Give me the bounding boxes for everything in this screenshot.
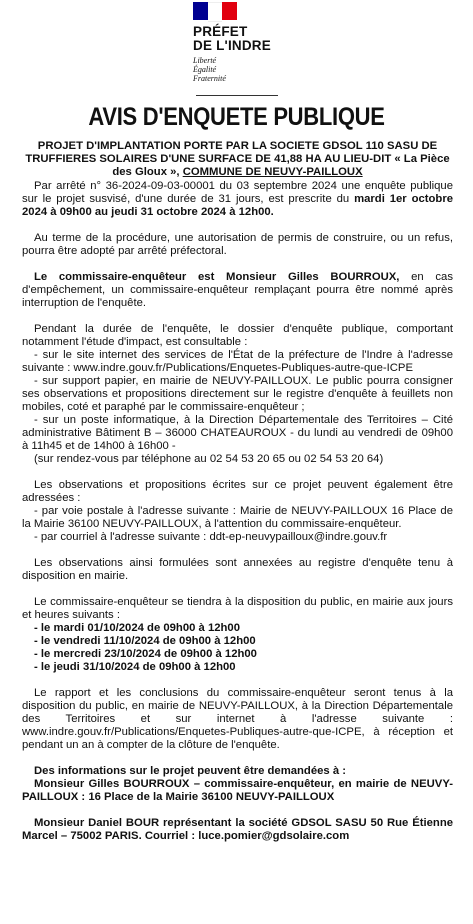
commissaire-paragraph: Le commissaire-enquêteur est Monsieur Gilles BOURROUX, en cas d'empêchement, un commissaire-enquêteur remplaçant pourra être nommé après interruption de l'enquête. xyxy=(22,271,453,309)
contact-section: Des informations sur le projet peuvent être demandées à : Monsieur Gilles BOURROUX – commissaire-enquêteur, en mairie de NEUVY-PAILLOUX : 16 Place de la Mairie 36100 NEUVY-PAILLOUX Monsieur Daniel BOUR représentant la société GDSOL SASU 50 Rue Étienne Marcel – 75002 PARIS. Courriel : luce.pomier@gdsolaire.com xyxy=(22,765,453,842)
devise: Liberté Égalité Fraternité xyxy=(193,56,226,83)
observations-section: Les observations et propositions écrites sur ce projet peuvent également être adressées : - par voie postale à l'adresse suivante : Mairie de NEUVY-PAILLOUX 16 Place de la Mairie 36100 NEUVY-PAILLOUX, à l'attention du commissaire-enquêteur. - par courriel à l'adresse suivante : ddt-ep-neuvypailloux@indre.gouv.fr xyxy=(22,479,453,543)
project-heading: PROJET D'IMPLANTATION PORTE PAR LA SOCIETE GDSOL 110 SASU DE TRUFFIERES SOLAIRES D'UNE SURFACE DE 41,88 HA AU LIEU-DIT « La Pièce des Gloux », COMMUNE DE NEUVY-PAILLOUX xyxy=(25,140,450,178)
consultation-section: Pendant la durée de l'enquête, le dossier d'enquête publique, comportant notamment l'étude d'impact, est consultable : - sur le site internet des services de l'État de la préfecture de l'Indre à l'adresse suivante : www.indre.gouv.fr/Publications/Enquetes-Publiques-autre-que-ICPE - sur support papier, en mairie de NEUVY-PAILLOUX. Le public pourra consigner ses observations et propositions directement sur le registre d'enquête à feuillets non mobiles, coté et paraphé par le commissaire-enquêteur ; - sur un poste informatique, à la Direction Départementale des Territoires – Cité administrative Bâtiment B – 36000 CHATEAUROUX - du lundi au vendredi de 09h00 à 11h45 et de 14h00 à 16h00 - (sur rendez-vous par téléphone au 02 54 53 20 65 ou 02 54 53 20 64) xyxy=(22,323,453,465)
prefecture-logo xyxy=(193,2,293,83)
permanences-section: Le commissaire-enquêteur se tiendra à la disposition du public, en mairie aux jours et heures suivants : - le mardi 01/10/2024 de 09h00 à 12h00 - le vendredi 11/10/2024 de 09h00 à 12h00 - le mercredi 23/10/2024 de 09h00 à 12h00 - le jeudi 31/10/2024 de 09h00 à 12h00 xyxy=(22,596,453,673)
page-title: AVIS D'ENQUETE PUBLIQUE xyxy=(88,102,385,131)
header-divider xyxy=(196,95,278,96)
permanence-item: - le mercredi 23/10/2024 de 09h00 à 12h00 xyxy=(34,648,257,660)
terme-paragraph: Au terme de la procédure, une autorisation de permis de construire, ou un refus, pourra être adopté par arrêté préfectoral. xyxy=(22,232,453,257)
arrete-paragraph: Par arrêté n° 36-2024-09-03-00001 du 03 septembre 2024 une enquête publique sur le projet susvisé, d'une durée de 31 jours, est prescrite du mardi 1er octobre 2024 à 09h00 au jeudi 31 octobre 2024 à 12h00. xyxy=(22,180,453,218)
marianne-flag-icon xyxy=(193,2,237,20)
rapport-paragraph: Le rapport et les conclusions du commissaire-enquêteur seront tenus à la disposition du public, en mairie de NEUVY-PAILLOUX, à la Direction Départementale des Territoires et sur internet à l'adresse suivante : www.indre.gouv.fr/Publications/Enquetes-Publiques-autre-que-ICPE, à réception et pendant un an à compter de la clôture de l'enquête. xyxy=(22,687,453,751)
annexees-paragraph: Les observations ainsi formulées sont annexées au registre d'enquête tenu à disposition en mairie. xyxy=(22,557,453,582)
notice-body xyxy=(22,140,453,843)
prefet-title: PRÉFET DE L'INDRE xyxy=(193,24,271,53)
permanence-item: - le vendredi 11/10/2024 de 09h00 à 12h00 xyxy=(34,635,256,647)
permanence-item: - le jeudi 31/10/2024 de 09h00 à 12h00 xyxy=(34,661,236,673)
permanence-item: - le mardi 01/10/2024 de 09h00 à 12h00 xyxy=(34,622,240,634)
